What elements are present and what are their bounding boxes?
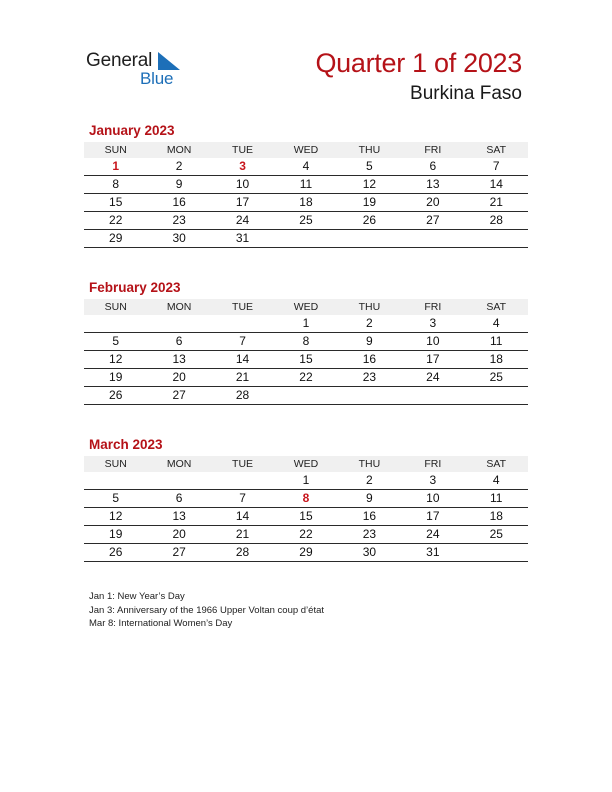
day-cell: 15 [109,195,123,209]
day-cell [274,230,337,247]
weekday-label: SUN [104,301,127,313]
weekday-label: THU [358,458,381,470]
day-cell: 29 [109,231,123,245]
day-cell: 2 [366,316,373,330]
weekday-header [84,299,528,315]
day-cell: 12 [109,352,123,366]
day-cell: 8 [302,491,310,505]
day-cell: 10 [235,177,250,191]
month-title: January 2023 [89,123,175,138]
day-cell: 14 [235,509,250,523]
day-cell [465,230,528,247]
day-cell: 23 [172,213,186,227]
day-cell: 23 [362,527,377,541]
day-cell: 14 [235,352,250,366]
day-cell: 30 [362,545,377,559]
day-cell: 8 [302,334,310,348]
day-cell: 30 [172,231,186,245]
weekday-label: FRI [424,144,442,156]
weekday-label: SUN [104,458,127,470]
weekday-header [84,456,528,472]
weekday-label: SAT [486,144,507,156]
day-cell: 10 [426,491,440,505]
day-cell [338,387,401,404]
day-cell: 9 [366,491,373,505]
day-cell: 11 [299,177,313,191]
weekday-label: WED [293,144,319,156]
day-cell: 29 [299,545,313,559]
day-cell: 31 [426,545,440,559]
week-row [84,315,528,333]
logo-triangle-icon [158,52,180,70]
day-cell: 18 [489,509,503,523]
month-calendar [84,122,528,248]
day-cell: 26 [109,545,123,559]
weekday-label: TUE [232,144,254,156]
day-cell [465,387,528,404]
day-cell: 12 [362,177,377,191]
day-cell: 27 [426,213,440,227]
day-cell: 10 [426,334,440,348]
day-cell: 27 [172,545,186,559]
day-cell: 24 [235,213,250,227]
week-row [84,544,528,562]
week-row [84,369,528,387]
weekday-header [84,142,528,158]
day-cell: 20 [172,370,186,384]
day-cell: 22 [109,213,123,227]
week-row [84,194,528,212]
month-calendar [84,436,528,562]
day-cell: 28 [235,388,250,402]
day-cell: 24 [426,527,440,541]
day-cell: 21 [235,527,250,541]
day-cell: 22 [299,370,313,384]
day-cell: 26 [109,388,123,402]
weekday-label: TUE [232,301,254,313]
weekday-label: TUE [232,458,254,470]
weekday-label: WED [293,458,319,470]
day-cell: 16 [362,352,377,366]
day-cell: 15 [299,352,313,366]
weekday-label: THU [358,144,381,156]
day-cell: 11 [490,334,503,348]
weekday-label: SUN [104,144,127,156]
weekday-label: FRI [424,301,442,313]
day-cell: 4 [492,316,500,330]
day-cell: 3 [429,316,437,330]
day-cell: 1 [302,316,310,330]
day-cell: 25 [299,213,313,227]
weekday-label: MON [166,301,192,313]
day-cell: 20 [172,527,186,541]
day-cell: 27 [172,388,186,402]
day-cell: 16 [362,509,377,523]
holiday-note: Mar 8: International Women’s Day [89,618,233,629]
weekday-label: THU [358,301,381,313]
day-cell: 7 [239,334,246,348]
weekday-label: SAT [486,301,507,313]
page-title: Quarter 1 of 2023 [315,48,522,78]
day-cell: 7 [239,491,246,505]
day-cell: 5 [112,334,120,348]
day-cell: 16 [172,195,186,209]
weekday-label: WED [293,301,319,313]
day-cell: 17 [235,195,250,209]
day-cell: 15 [299,509,313,523]
weekday-label: MON [166,144,192,156]
country-name: Burkina Faso [410,83,522,104]
month-title: February 2023 [89,280,181,295]
weekday-label: MON [166,458,192,470]
weekday-label: SAT [486,458,507,470]
logo-text-general: General [86,50,153,71]
day-cell: 17 [426,509,440,523]
day-cell: 9 [366,334,373,348]
day-cell [147,472,210,489]
day-cell [84,472,147,489]
day-cell [401,230,464,247]
day-cell: 6 [175,491,183,505]
day-cell: 12 [109,509,123,523]
day-cell: 25 [489,370,503,384]
day-cell: 4 [492,473,500,487]
week-row [84,230,528,248]
holiday-note: Jan 1: New Year’s Day [89,591,185,602]
holiday-notes [89,590,324,631]
day-cell: 13 [172,352,186,366]
week-row [84,472,528,490]
month-title: March 2023 [89,437,163,452]
day-cell: 19 [109,370,123,384]
day-cell: 1 [112,159,120,173]
day-cell: 21 [235,370,250,384]
day-cell: 28 [489,213,503,227]
day-cell: 18 [299,195,313,209]
week-row [84,508,528,526]
day-cell: 7 [492,159,500,173]
day-cell: 17 [426,352,440,366]
day-cell: 13 [426,177,440,191]
day-cell: 1 [302,473,310,487]
day-cell: 3 [429,473,437,487]
holiday-note: Jan 3: Anniversary of the 1966 Upper Voltan coup d’état [89,604,325,616]
day-cell: 21 [489,195,503,209]
logo [86,50,196,90]
day-cell: 20 [426,195,440,209]
week-row [84,176,528,194]
day-cell: 6 [429,159,437,173]
day-cell: 2 [366,473,373,487]
day-cell: 26 [362,213,377,227]
week-row [84,158,528,176]
day-cell: 22 [299,527,313,541]
week-row [84,333,528,351]
day-cell [274,387,337,404]
week-row [84,490,528,508]
day-cell: 19 [362,195,377,209]
day-cell: 19 [109,527,123,541]
day-cell: 5 [112,491,120,505]
day-cell: 11 [490,491,503,505]
day-cell: 2 [175,159,183,173]
day-cell: 6 [175,334,183,348]
day-cell [401,387,464,404]
day-cell [84,315,147,332]
day-cell: 5 [366,159,373,173]
day-cell: 31 [235,231,250,245]
day-cell: 23 [362,370,377,384]
day-cell: 24 [426,370,440,384]
day-cell [211,315,274,332]
week-row [84,351,528,369]
week-row [84,387,528,405]
day-cell [147,315,210,332]
month-calendar [84,279,528,405]
week-row [84,212,528,230]
day-cell: 18 [489,352,503,366]
week-row [84,526,528,544]
day-cell [338,230,401,247]
day-cell: 28 [235,545,250,559]
day-cell: 3 [239,159,246,173]
day-cell: 14 [489,177,503,191]
day-cell [465,544,528,561]
day-cell: 4 [302,159,310,173]
day-cell: 13 [172,509,186,523]
day-cell: 8 [112,177,120,191]
day-cell: 9 [175,177,183,191]
day-cell: 25 [489,527,503,541]
weekday-label: FRI [424,458,442,470]
logo-text-blue: Blue [140,69,174,88]
day-cell [211,472,274,489]
